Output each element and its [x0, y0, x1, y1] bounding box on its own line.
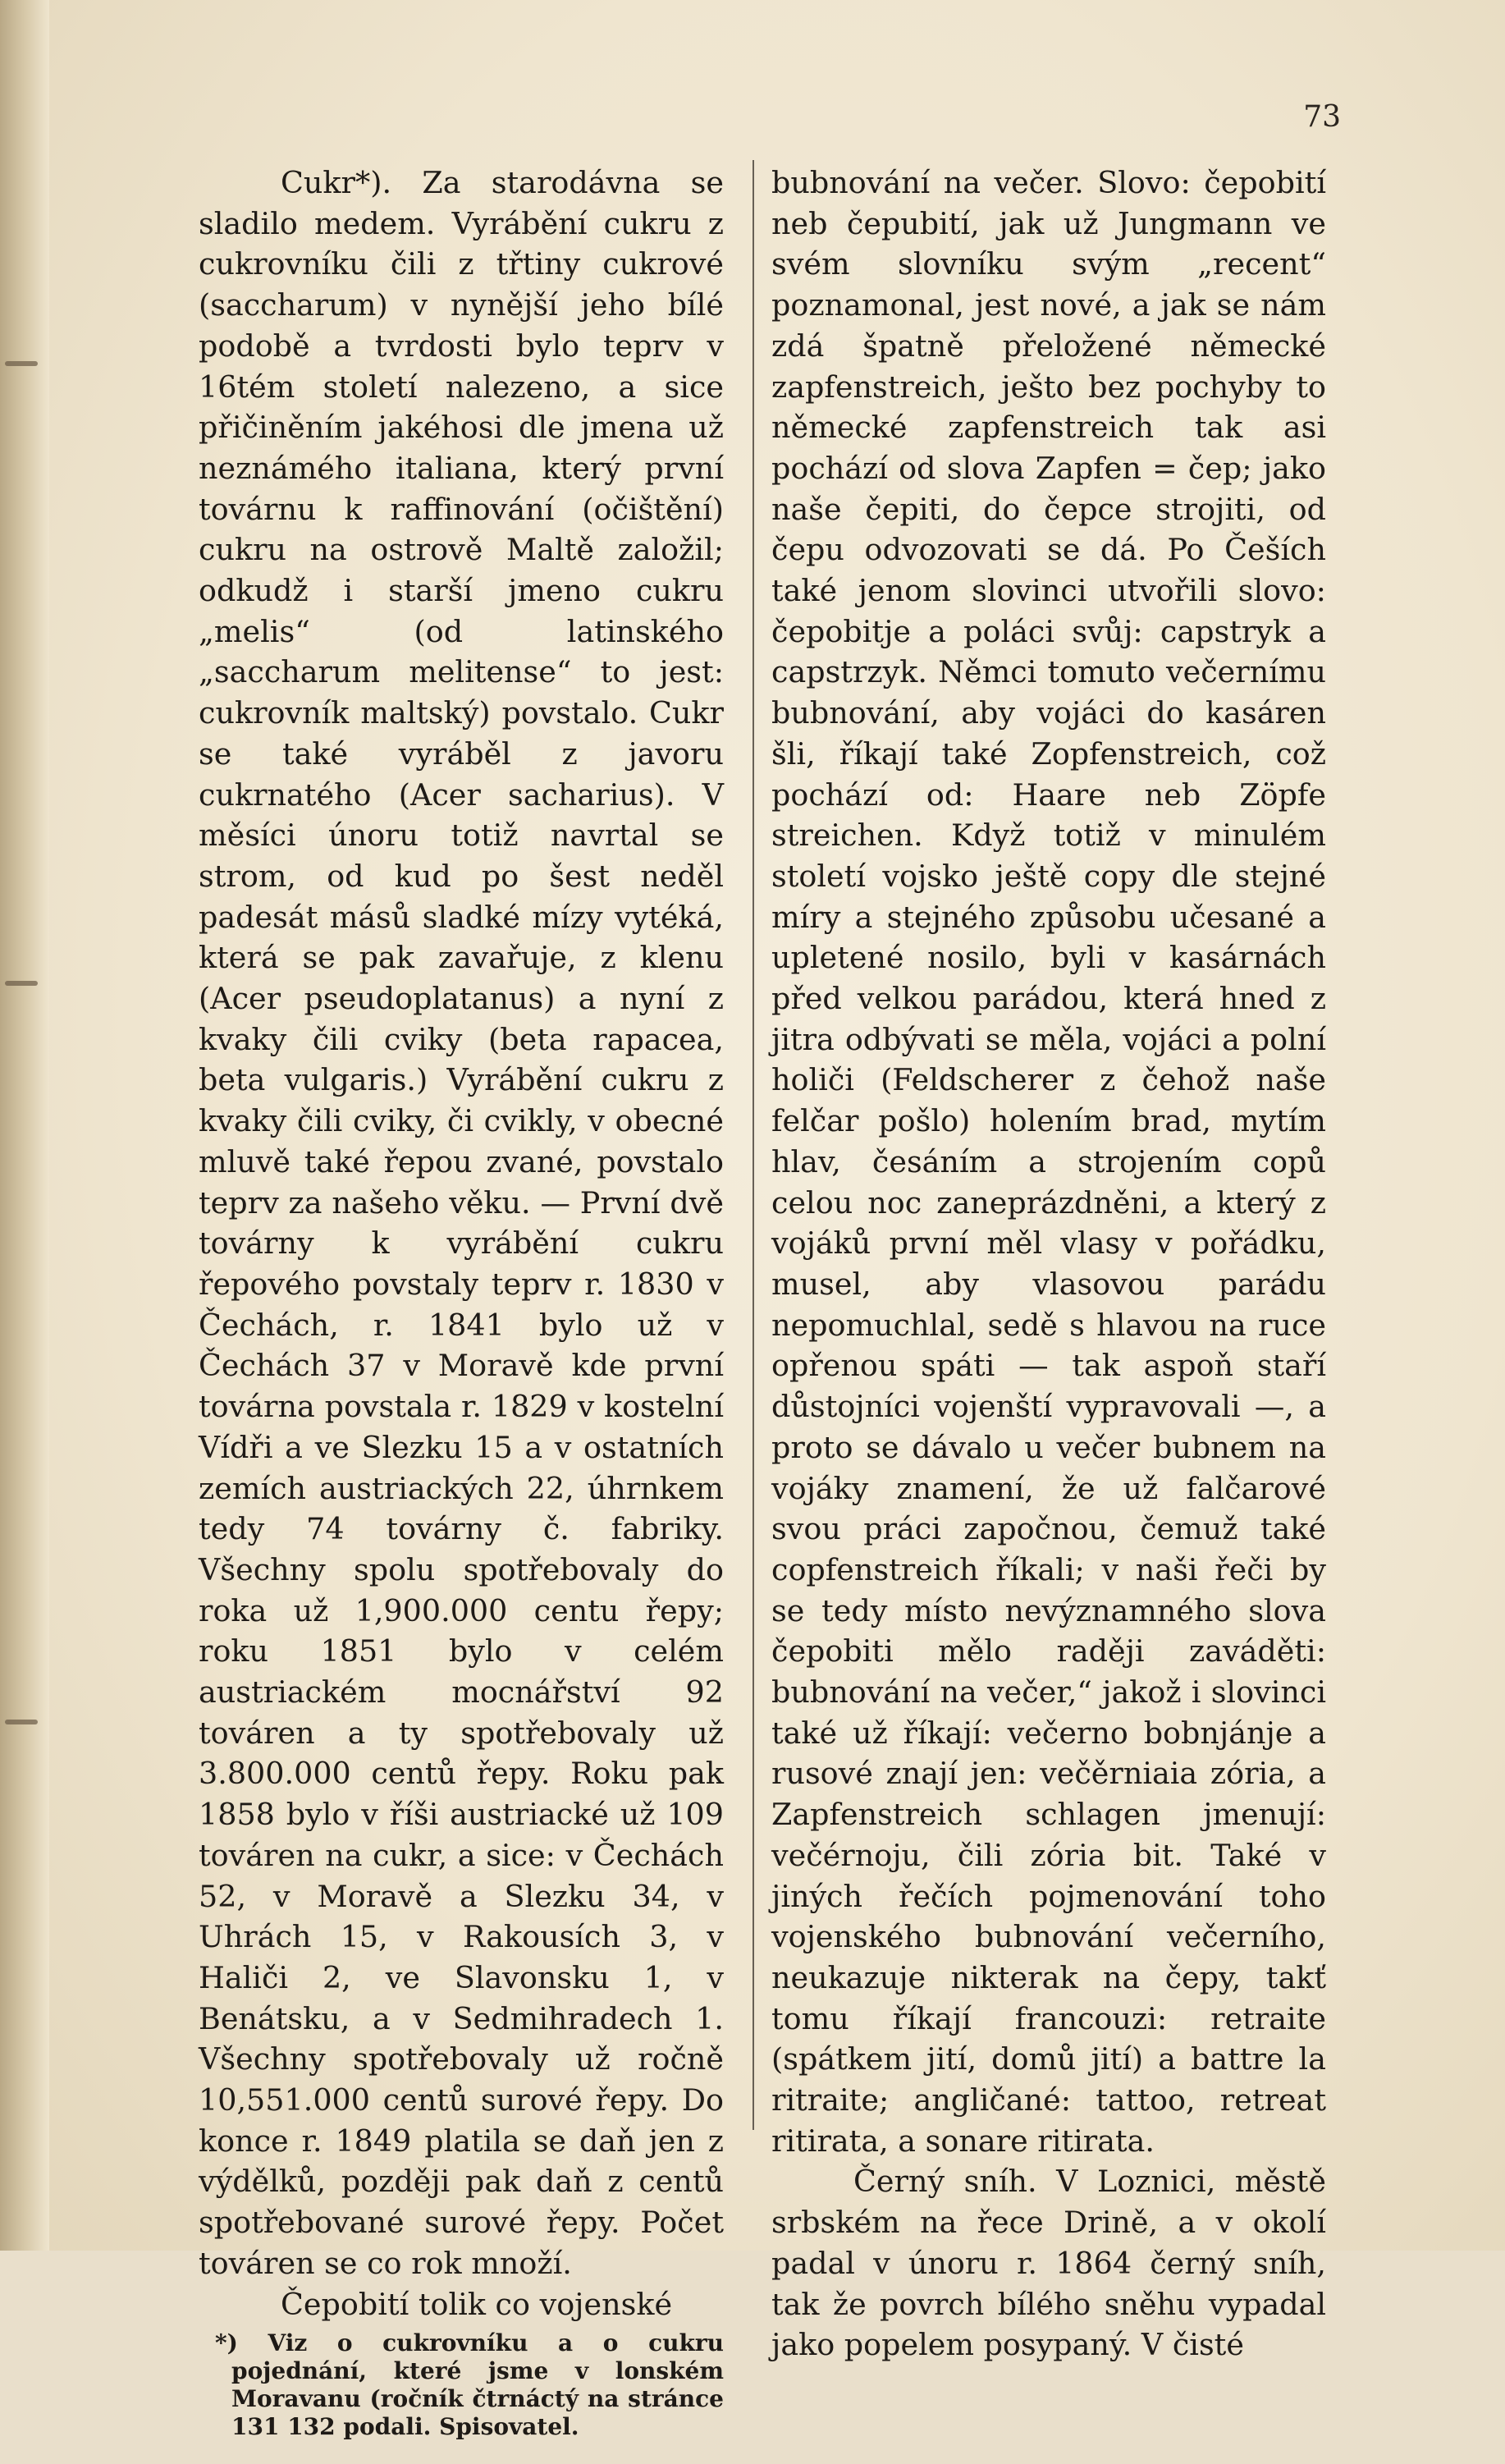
binding-mark — [5, 1720, 38, 1724]
paragraph-cepobiti-start: Čepobití tolik co vojenské — [281, 2286, 673, 2322]
right-column — [771, 163, 1326, 2366]
column-divider — [752, 160, 754, 2130]
paragraph-cepobiti-continued: bubnování na večer. Slovo: čepobití neb čepubití, jak už Jungmann ve svém slovníku svým „recent“ poznamonal, jest nové, a jak se nám zdá špatně přeložené německé zapfenstreich, ješto bez pochyby to německé zapfenstreich tak asi pochází od slova Zapfen = čep; jako naše čepiti, do čepce strojiti, od čepu odvozovati se dá. Po Češích také jenom slovinci utvořili slovo: čepobitje a poláci svůj: capstryk a capstrzyk. Němci tomuto večernímu bubnování, aby vojáci do kasáren šli, říkají také Zopfenstreich, což pochází od: Haare neb Zöpfe streichen. Když totiž v minulém století vojsko ještě copy dle stejné míry a stejného způsobu učesané a upletené nosilo, byli v kasárnách před velkou parádou, která hned z jitra odbývati se měla, vojáci a polní holiči (Feldscherer z čehož naše felčar pošlo) holením brad, mytím hlav, česáním a strojením copů celou noc zaneprázdněni, a který z vojáků první měl vlasy v pořádku, musel, aby vlasovou parádu nepomuchlal, sedě s hlavou na ruce opřenou spáti — tak aspoň staří důstojníci vojenští vypravovali —, a proto se dávalo u večer bubnem na vojáky znamení, že už falčarové svou práci započnou, čemuž také copfenstreich říkali; v naši řeči by se tedy místo nevýznamného slova čepobiti mělo raději zaváděti: bubnování na večer,“ jakož i slovinci také už říkají: večerno bobnjánje a rusové znají jen: večěrniaia zória, a Zapfenstreich schlagen jmenují: večérnoju, čili zória bit. Také v jiných řečích pojmenování toho vojenského bubnování večerního, neukazuje nikterak na čepy, takť tomu říkají francouzi: retraite (spátkem jití, domů jití) a battre la ritraite; angličané: tattoo, retreat ritirata, a sonare ritirata. — [771, 165, 1326, 2159]
binding-mark — [5, 981, 38, 986]
page-gutter — [0, 0, 49, 2251]
left-column — [199, 163, 724, 2464]
footnote: *) Viz o cukrovníku a o cukru pojednání, které jsme v lonském Moravanu (ročník čtrnáctý na stránce 131 132 podali. Spisovatel. — [215, 2329, 724, 2441]
paragraph-cukr: Cukr*). Za starodávna se sladilo medem. Vyrábění cukru z cukrovníku čili z třtiny cukrové (saccharum) v nynější jeho bílé podobě a tvrdosti bylo teprv v 16tém století nalezeno, a sice přičiněním jakéhosi dle jmena už neznámého italiana, který první továrnu k raffinování (očištění) cukru na ostrově Maltě založil; odkudž i starší jmeno cukru „melis“ (od latinského „saccharum melitense“ to jest: cukrovník maltský) povstalo. Cukr se také vyráběl z javoru cukrnatého (Acer sacharius). V měsíci únoru totiž navrtal se strom, od kud po šest neděl padesát másů sladké mízy vytéká, která se pak zavařuje, z klenu (Acer pseudoplatanus) a nyní z kvaky čili cviky (beta rapacea, beta vulgaris.) Vyrábění cukru z kvaky čili cviky, či cvikly, v obecné mluvě také řepou zvané, povstalo teprv za našeho věku. — První dvě továrny k vyrábění cukru řepového povstaly teprv r. 1830 v Čechách, r. 1841 bylo už v Čechách 37 v Moravě kde první továrna povstala r. 1829 v kostelní Vídři a ve Slezku 15 a v ostatních zemích austriackých 22, úhrnkem tedy 74 továrny č. fabriky. Všechny spolu spotřebovaly do roka už 1,900.000 centu řepy; roku 1851 bylo v celém austriackém mocnářství 92 továren a ty spotřebovaly už 3.800.000 centů řepy. Roku pak 1858 bylo v říši austriacké už 109 továren na cukr, a sice: v Čechách 52, v Moravě a Slezku 34, v Uhrách 15, v Rakousích 3, v Haliči 2, ve Slavonsku 1, v Benátsku, a v Sedmihradech 1. Všechny spotřebovaly už ročně 10,551.000 centů surové řepy. Do konce r. 1849 platila se daň jen z výdělků, později pak daň z centů spotřebované surové řepy. Počet továren se co rok množí. — [199, 165, 724, 2281]
paragraph-cerny-snih: Černý sníh. V Loznici, městě srbském na řece Drině, a v okolí padal v únoru r. 1864 černý sníh, tak že povrch bílého sněhu vypadal jako popelem posypaný. V čisté — [771, 2164, 1326, 2363]
binding-mark — [5, 361, 38, 366]
page-number: 73 — [1303, 100, 1341, 134]
